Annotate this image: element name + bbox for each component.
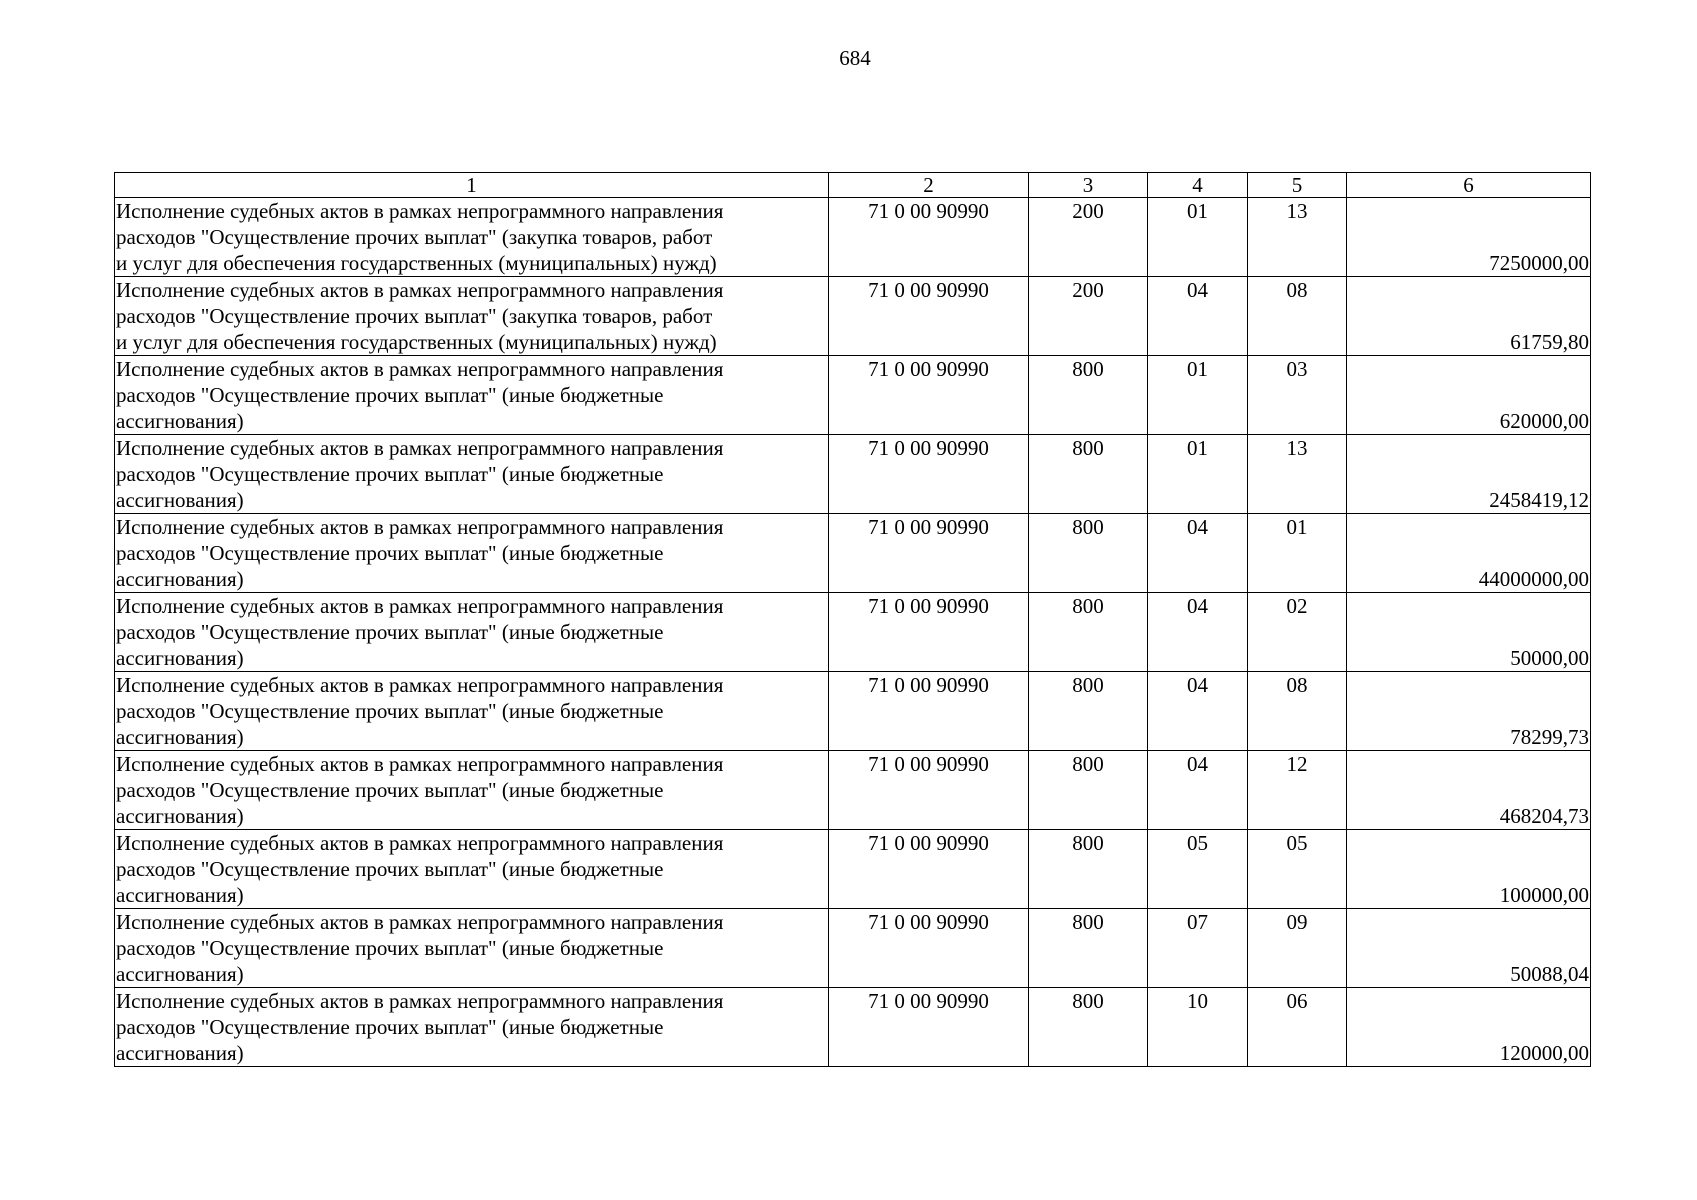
expense-type-code: 800 bbox=[1029, 988, 1148, 1067]
subsection-code: 08 bbox=[1248, 672, 1347, 751]
section-code: 01 bbox=[1148, 198, 1248, 277]
section-code: 04 bbox=[1148, 514, 1248, 593]
amount-value: 468204,73 bbox=[1347, 751, 1591, 830]
row-description-line: и услуг для обеспечения государственных (муниципальных) нужд) bbox=[116, 330, 717, 354]
row-description-line: ассигнования) bbox=[116, 804, 244, 828]
target-article-code: 71 0 00 90990 bbox=[829, 277, 1029, 356]
column-header: 1 bbox=[115, 173, 829, 198]
amount-value: 7250000,00 bbox=[1347, 198, 1591, 277]
target-article-code: 71 0 00 90990 bbox=[829, 435, 1029, 514]
table-row bbox=[115, 356, 1591, 435]
table-row bbox=[115, 593, 1591, 672]
row-description-line: расходов "Осуществление прочих выплат" (закупка товаров, работ bbox=[116, 225, 713, 249]
row-description-line: ассигнования) bbox=[116, 1041, 244, 1065]
row-description bbox=[115, 751, 829, 830]
section-code: 01 bbox=[1148, 356, 1248, 435]
expense-type-code: 800 bbox=[1029, 909, 1148, 988]
budget-table bbox=[114, 172, 1591, 1067]
row-description-line: ассигнования) bbox=[116, 567, 244, 591]
expense-type-code: 200 bbox=[1029, 198, 1148, 277]
target-article-code: 71 0 00 90990 bbox=[829, 514, 1029, 593]
table-row bbox=[115, 198, 1591, 277]
amount-value: 78299,73 bbox=[1347, 672, 1591, 751]
column-header: 5 bbox=[1248, 173, 1347, 198]
row-description bbox=[115, 909, 829, 988]
section-code: 04 bbox=[1148, 593, 1248, 672]
row-description-line: Исполнение судебных актов в рамках непрограммного направления bbox=[116, 831, 724, 855]
row-description bbox=[115, 277, 829, 356]
row-description bbox=[115, 830, 829, 909]
row-description-line: Исполнение судебных актов в рамках непрограммного направления bbox=[116, 357, 724, 381]
table-row bbox=[115, 277, 1591, 356]
expense-type-code: 800 bbox=[1029, 593, 1148, 672]
row-description-line: расходов "Осуществление прочих выплат" (иные бюджетные bbox=[116, 699, 664, 723]
table-header-row bbox=[115, 173, 1591, 198]
row-description-line: расходов "Осуществление прочих выплат" (закупка товаров, работ bbox=[116, 304, 713, 328]
row-description-line: Исполнение судебных актов в рамках непрограммного направления bbox=[116, 278, 724, 302]
amount-value: 100000,00 bbox=[1347, 830, 1591, 909]
table-row bbox=[115, 514, 1591, 593]
expense-type-code: 800 bbox=[1029, 672, 1148, 751]
row-description-line: Исполнение судебных актов в рамках непрограммного направления bbox=[116, 673, 724, 697]
subsection-code: 02 bbox=[1248, 593, 1347, 672]
target-article-code: 71 0 00 90990 bbox=[829, 198, 1029, 277]
subsection-code: 13 bbox=[1248, 435, 1347, 514]
section-code: 05 bbox=[1148, 830, 1248, 909]
target-article-code: 71 0 00 90990 bbox=[829, 909, 1029, 988]
row-description-line: Исполнение судебных актов в рамках непрограммного направления bbox=[116, 989, 724, 1013]
expense-type-code: 800 bbox=[1029, 830, 1148, 909]
column-header: 6 bbox=[1347, 173, 1591, 198]
row-description-line: расходов "Осуществление прочих выплат" (иные бюджетные bbox=[116, 936, 664, 960]
column-header: 2 bbox=[829, 173, 1029, 198]
amount-value: 120000,00 bbox=[1347, 988, 1591, 1067]
section-code: 04 bbox=[1148, 672, 1248, 751]
target-article-code: 71 0 00 90990 bbox=[829, 830, 1029, 909]
subsection-code: 12 bbox=[1248, 751, 1347, 830]
row-description-line: расходов "Осуществление прочих выплат" (иные бюджетные bbox=[116, 1015, 664, 1039]
row-description-line: ассигнования) bbox=[116, 725, 244, 749]
amount-value: 620000,00 bbox=[1347, 356, 1591, 435]
target-article-code: 71 0 00 90990 bbox=[829, 751, 1029, 830]
expense-type-code: 200 bbox=[1029, 277, 1148, 356]
expense-type-code: 800 bbox=[1029, 435, 1148, 514]
subsection-code: 13 bbox=[1248, 198, 1347, 277]
row-description-line: расходов "Осуществление прочих выплат" (иные бюджетные bbox=[116, 462, 664, 486]
table-body bbox=[115, 198, 1591, 1067]
subsection-code: 05 bbox=[1248, 830, 1347, 909]
target-article-code: 71 0 00 90990 bbox=[829, 356, 1029, 435]
target-article-code: 71 0 00 90990 bbox=[829, 593, 1029, 672]
row-description-line: ассигнования) bbox=[116, 488, 244, 512]
row-description-line: расходов "Осуществление прочих выплат" (иные бюджетные bbox=[116, 383, 664, 407]
row-description-line: расходов "Осуществление прочих выплат" (иные бюджетные bbox=[116, 620, 664, 644]
row-description-line: Исполнение судебных актов в рамках непрограммного направления bbox=[116, 515, 724, 539]
target-article-code: 71 0 00 90990 bbox=[829, 988, 1029, 1067]
row-description-line: ассигнования) bbox=[116, 883, 244, 907]
table-row bbox=[115, 751, 1591, 830]
amount-value: 50000,00 bbox=[1347, 593, 1591, 672]
row-description bbox=[115, 435, 829, 514]
row-description-line: Исполнение судебных актов в рамках непрограммного направления bbox=[116, 752, 724, 776]
row-description bbox=[115, 988, 829, 1067]
subsection-code: 08 bbox=[1248, 277, 1347, 356]
table-row bbox=[115, 988, 1591, 1067]
expense-type-code: 800 bbox=[1029, 514, 1148, 593]
table-row bbox=[115, 672, 1591, 751]
row-description-line: расходов "Осуществление прочих выплат" (иные бюджетные bbox=[116, 857, 664, 881]
target-article-code: 71 0 00 90990 bbox=[829, 672, 1029, 751]
section-code: 04 bbox=[1148, 277, 1248, 356]
row-description bbox=[115, 514, 829, 593]
row-description bbox=[115, 593, 829, 672]
section-code: 04 bbox=[1148, 751, 1248, 830]
amount-value: 44000000,00 bbox=[1347, 514, 1591, 593]
section-code: 07 bbox=[1148, 909, 1248, 988]
table-row bbox=[115, 830, 1591, 909]
amount-value: 2458419,12 bbox=[1347, 435, 1591, 514]
column-header: 3 bbox=[1029, 173, 1148, 198]
row-description bbox=[115, 672, 829, 751]
row-description-line: ассигнования) bbox=[116, 646, 244, 670]
column-header: 4 bbox=[1148, 173, 1248, 198]
row-description bbox=[115, 198, 829, 277]
row-description-line: расходов "Осуществление прочих выплат" (иные бюджетные bbox=[116, 541, 664, 565]
amount-value: 50088,04 bbox=[1347, 909, 1591, 988]
page-number: 684 bbox=[839, 46, 871, 70]
section-code: 10 bbox=[1148, 988, 1248, 1067]
expense-type-code: 800 bbox=[1029, 751, 1148, 830]
row-description-line: ассигнования) bbox=[116, 962, 244, 986]
subsection-code: 09 bbox=[1248, 909, 1347, 988]
expense-type-code: 800 bbox=[1029, 356, 1148, 435]
section-code: 01 bbox=[1148, 435, 1248, 514]
subsection-code: 01 bbox=[1248, 514, 1347, 593]
row-description-line: Исполнение судебных актов в рамках непрограммного направления bbox=[116, 910, 724, 934]
row-description-line: Исполнение судебных актов в рамках непрограммного направления bbox=[116, 594, 724, 618]
row-description-line: расходов "Осуществление прочих выплат" (иные бюджетные bbox=[116, 778, 664, 802]
row-description-line: Исполнение судебных актов в рамках непрограммного направления bbox=[116, 199, 724, 223]
subsection-code: 06 bbox=[1248, 988, 1347, 1067]
table-row bbox=[115, 435, 1591, 514]
row-description-line: и услуг для обеспечения государственных (муниципальных) нужд) bbox=[116, 251, 717, 275]
row-description-line: ассигнования) bbox=[116, 409, 244, 433]
subsection-code: 03 bbox=[1248, 356, 1347, 435]
amount-value: 61759,80 bbox=[1347, 277, 1591, 356]
row-description bbox=[115, 356, 829, 435]
table-row bbox=[115, 909, 1591, 988]
row-description-line: Исполнение судебных актов в рамках непрограммного направления bbox=[116, 436, 724, 460]
